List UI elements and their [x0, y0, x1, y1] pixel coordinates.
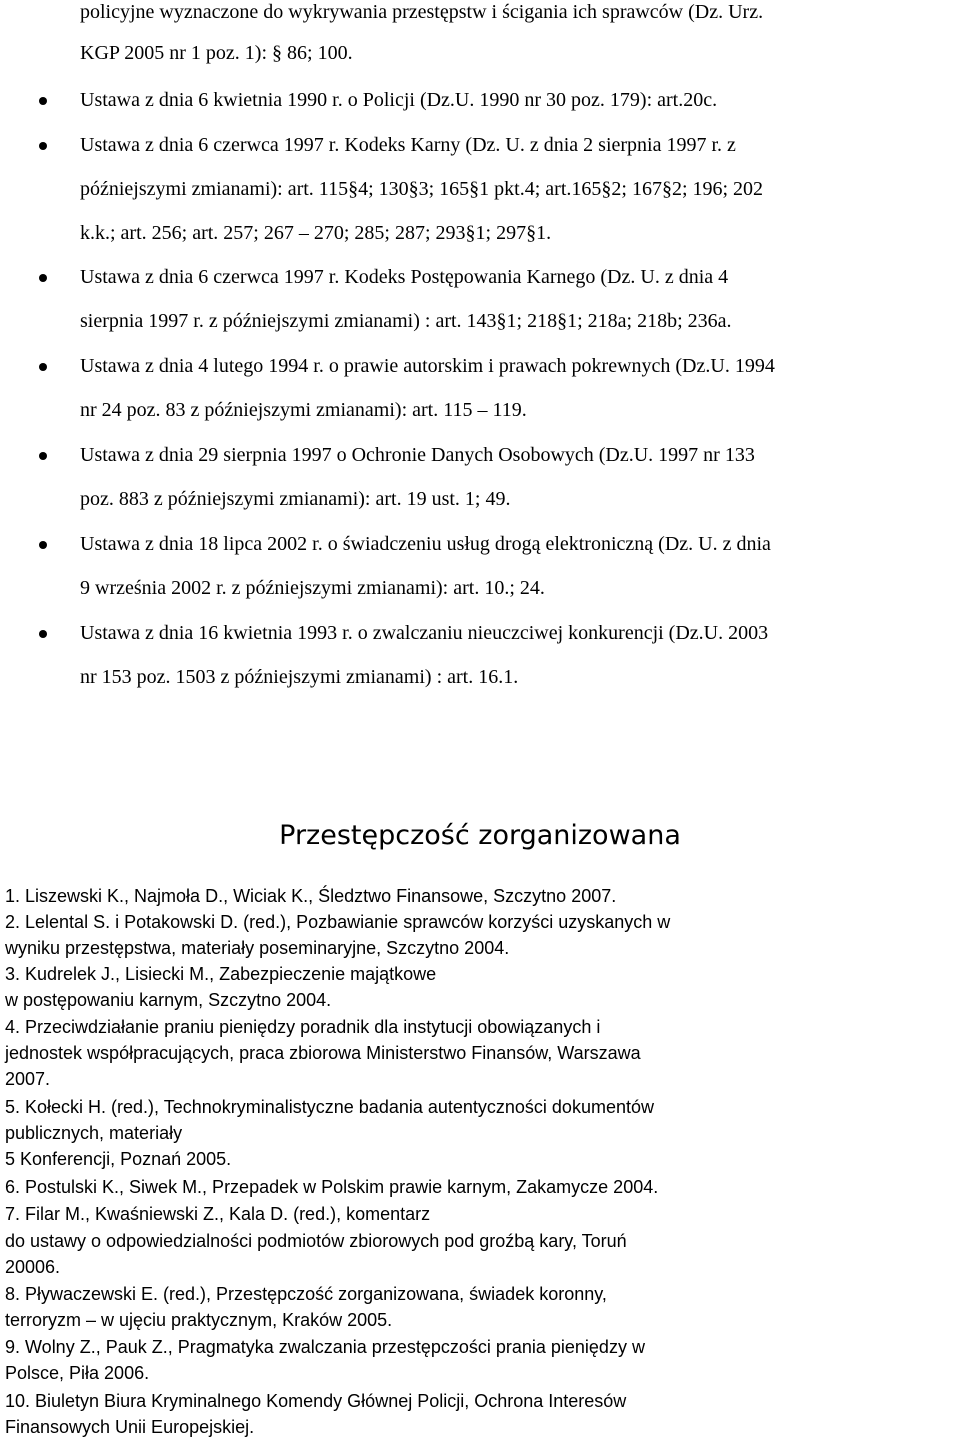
- law-item-line: k.k.; art. 256; art. 257; 267 – 270; 285; 287; 293§1; 297§1.: [80, 222, 552, 244]
- reference-line: 5 Konferencji, Poznań 2005.: [5, 1149, 232, 1169]
- reference-line: 3. Kudrelek J., Lisiecki M., Zabezpieczenie majątkowe: [5, 964, 437, 984]
- law-item-line: Ustawa z dnia 18 lipca 2002 r. o świadczeniu usług drogą elektroniczną (Dz. U. z dnia: [80, 533, 771, 555]
- law-item-line: Ustawa z dnia 6 czerwca 1997 r. Kodeks Karny (Dz. U. z dnia 2 sierpnia 1997 r. z: [80, 134, 736, 156]
- law-item-line: Ustawa z dnia 29 sierpnia 1997 o Ochronie Danych Osobowych (Dz.U. 1997 nr 133: [80, 444, 755, 466]
- reference-line: Finansowych Unii Europejskiej.: [5, 1417, 255, 1437]
- reference-line: 2. Lelental S. i Potakowski D. (red.), Pozbawianie sprawców korzyści uzyskanych w: [5, 912, 671, 932]
- reference-line: do ustawy o odpowiedzialności podmiotów zbiorowych pod groźbą kary, Toruń: [5, 1231, 627, 1251]
- law-item-line: Ustawa z dnia 4 lutego 1994 r. o prawie autorskim i prawach pokrewnych (Dz.U. 1994: [80, 355, 775, 377]
- law-item-line: sierpnia 1997 r. z późniejszymi zmianami) : art. 143§1; 218§1; 218a; 218b; 236a.: [80, 310, 732, 332]
- reference-line: w postępowaniu karnym, Szczytno 2004.: [5, 990, 332, 1010]
- law-item-line: Ustawa z dnia 16 kwietnia 1993 r. o zwalczaniu nieuczciwej konkurencji (Dz.U. 2003: [80, 622, 769, 644]
- reference-line: Polsce, Piła 2006.: [5, 1363, 150, 1383]
- bullet-dot: [39, 452, 47, 460]
- bullet-dot: [39, 541, 47, 549]
- reference-line: 2007.: [5, 1069, 51, 1089]
- reference-line: jednostek współpracujących, praca zbiorowa Ministerstwo Finansów, Warszawa: [5, 1043, 641, 1063]
- reference-line: 5. Kołecki H. (red.), Technokryminalistyczne badania autentyczności dokumentów: [5, 1097, 654, 1117]
- reference-line: 1. Liszewski K., Najmoła D., Wiciak K., Śledztwo Finansowe, Szczytno 2007.: [5, 886, 617, 906]
- reference-line: 6. Postulski K., Siwek M., Przepadek w Polskim prawie karnym, Zakamycze 2004.: [5, 1177, 659, 1197]
- bullet-dot: [39, 363, 47, 371]
- law-item-line: późniejszymi zmianami): art. 115§4; 130§3; 165§1 pkt.4; art.165§2; 167§2; 196; 202: [80, 178, 764, 200]
- reference-line: 9. Wolny Z., Pauk Z., Pragmatyka zwalczania przestępczości prania pieniędzy w: [5, 1337, 645, 1357]
- bullet-dot: [39, 274, 47, 282]
- reference-line: 20006.: [5, 1257, 61, 1277]
- reference-line: terroryzm – w ujęciu praktycznym, Kraków 2005.: [5, 1310, 393, 1330]
- reference-line: 4. Przeciwdziałanie praniu pieniędzy poradnik dla instytucji obowiązanych i: [5, 1017, 601, 1037]
- bullet-dot: [39, 142, 47, 150]
- law-item-line: nr 153 poz. 1503 z późniejszymi zmianami) : art. 16.1.: [80, 666, 519, 688]
- continuation-line: KGP 2005 nr 1 poz. 1): § 86; 100.: [80, 42, 353, 64]
- law-item-line: Ustawa z dnia 6 czerwca 1997 r. Kodeks Postępowania Karnego (Dz. U. z dnia 4: [80, 266, 729, 288]
- law-item-line: Ustawa z dnia 6 kwietnia 1990 r. o Policji (Dz.U. 1990 nr 30 poz. 179): art.20c.: [80, 89, 718, 111]
- continuation-line: policyjne wyznaczone do wykrywania przestępstw i ścigania ich sprawców (Dz. Urz.: [80, 1, 764, 23]
- section-title: Przestępczość zorganizowana: [279, 820, 681, 851]
- bullet-dot: [39, 630, 47, 638]
- law-item-line: 9 września 2002 r. z późniejszymi zmianami): art. 10.; 24.: [80, 577, 545, 599]
- law-item-line: poz. 883 z późniejszymi zmianami): art. 19 ust. 1; 49.: [80, 488, 511, 510]
- reference-line: wyniku przestępstwa, materiały poseminaryjne, Szczytno 2004.: [5, 938, 510, 958]
- reference-line: 10. Biuletyn Biura Kryminalnego Komendy Głównej Policji, Ochrona Interesów: [5, 1391, 627, 1411]
- reference-line: 7. Filar M., Kwaśniewski Z., Kala D. (red.), komentarz: [5, 1204, 431, 1224]
- bullet-dot: [39, 97, 47, 105]
- law-item-line: nr 24 poz. 83 z późniejszymi zmianami): art. 115 – 119.: [80, 399, 527, 421]
- reference-line: 8. Pływaczewski E. (red.), Przestępczość zorganizowana, świadek koronny,: [5, 1284, 607, 1304]
- reference-line: publicznych, materiały: [5, 1123, 183, 1143]
